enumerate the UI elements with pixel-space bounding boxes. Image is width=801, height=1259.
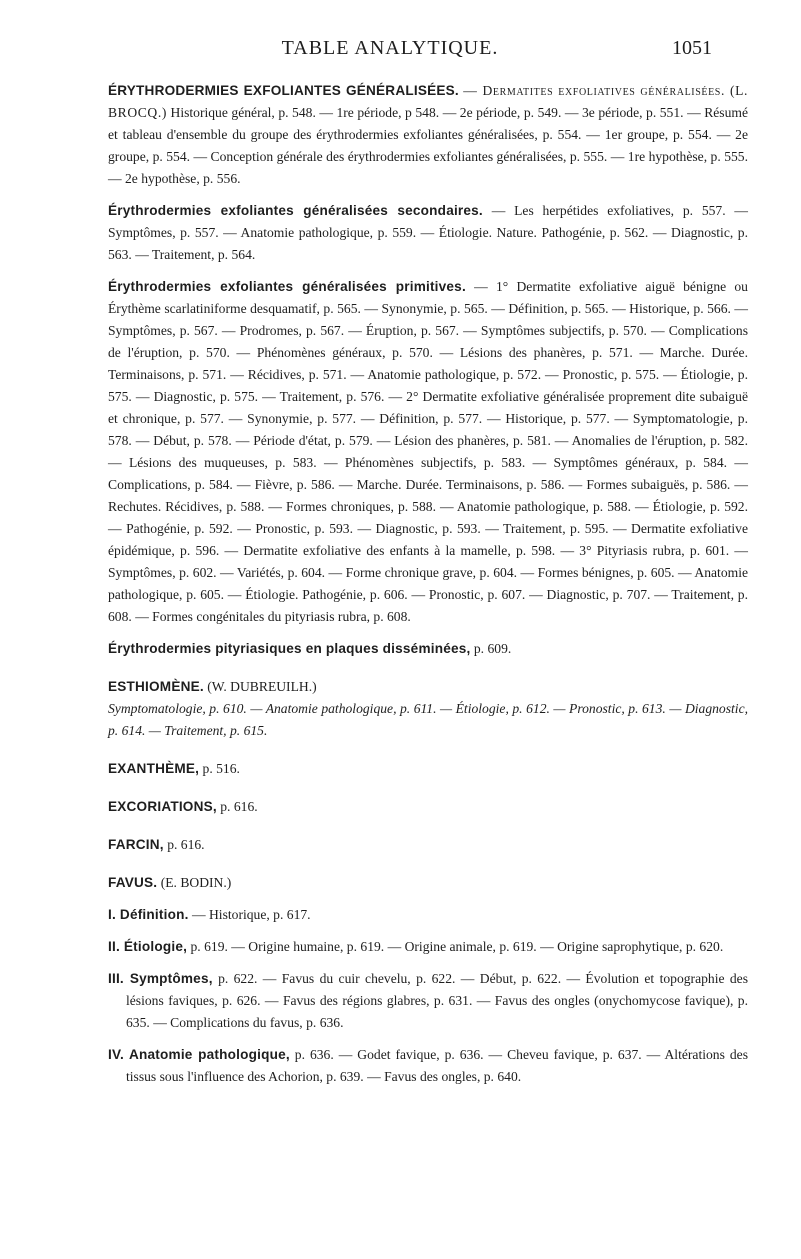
- subentry-heading: III. Symptômes,: [108, 971, 213, 986]
- entry-body: p. 616.: [220, 799, 258, 814]
- index-entry-favus: [108, 872, 748, 894]
- index-subentry-anatomie: [108, 1044, 748, 1088]
- entry-heading: FARCIN,: [108, 837, 164, 852]
- index-entry-pityriasiques: [108, 638, 748, 660]
- entry-heading: EXANTHÈME,: [108, 761, 200, 776]
- index-entry-esthiomene: [108, 676, 748, 742]
- subentry-body: — Historique, p. 617.: [192, 907, 311, 922]
- index-entry-excoriations: [108, 796, 748, 818]
- index-subentry-definition: [108, 904, 748, 926]
- entry-body: p. 516.: [202, 761, 240, 776]
- entry-body: p. 609.: [473, 641, 512, 656]
- entry-heading-tail: (E. BODIN.): [160, 875, 232, 890]
- index-column: [108, 80, 748, 1098]
- entry-body: — Les herpétides exfoliatives, p. 557. — Symptômes, p. 557. — Anatomie pathologique, p. 559. — Étiologie. Nature. Pathogénie, p. 562. — Diagnostic, p. 563. — Traitement, p. 564.: [108, 203, 748, 262]
- entry-body: Symptomatologie, p. 610. — Anatomie pathologique, p. 611. — Étiologie, p. 612. — Pronostic, p. 613. — Diagnostic, p. 614. — Traitement, p. 615.: [108, 701, 748, 738]
- entry-heading: ESTHIOMÈNE.: [108, 679, 204, 694]
- entry-body: — 1° Dermatite exfoliative aiguë bénigne ou Érythème scarlatiniforme desquamatif, p. 565. — Synonymie, p. 565. — Définition, p. 565. — Historique, p. 566. — Symptômes, p. 567. — Prodromes, p. 567. — Éruption, p. 567. — Symptômes subjectifs, p. 570. — Complications de l'éruption, p. 570. — Phénomènes généraux, p. 570. — Lésions des phanères, p. 571. — Marche. Durée. Terminaisons, p. 571. — Récidives, p. 571. — Anatomie pathologique, p. 572. — Pronostic, p. 575. — Étiologie, p. 575. — Diagnostic, p. 575. — Traitement, p. 576. — 2° Dermatite exfoliative généralisée proprement dite subaiguë et chronique, p. 577. — Synonymie, p. 577. — Définition, p. 577. — Historique, p. 577. — Symptomatologie, p. 578. — Début, p. 578. — Période d'état, p. 579. — Lésion des phanères, p. 581. — Anomalies de l'éruption, p. 582. — Lésions des muqueuses, p. 583. — Phénomènes subjectifs, p. 583. — Symptômes généraux, p. 584. — Complications, p. 584. — Fièvre, p. 586. — Marche. Durée. Terminaisons, p. 586. — Formes subaiguës, p. 586. — Rechutes. Récidives, p. 588. — Formes chroniques, p. 588. — Anatomie pathologique, p. 588. — Étiologie, p. 592. — Pathogénie, p. 592. — Pronostic, p. 593. — Diagnostic, p. 593. — Traitement, p. 595. — Dermatite exfoliative épidémique, p. 596. — Dermatite exfoliative des enfants à la mamelle, p. 598. — 3° Pityriasis rubra, p. 601. — Symptômes, p. 602. — Variétés, p. 604. — Forme chronique grave, p. 604. — Formes bénignes, p. 605. — Anatomie pathologique, p. 605. — Étiologie. Pathogénie, p. 606. — Pronostic, p. 607. — Diagnostic, p. 707. — Traitement, p. 608. — Formes congénitales du pityriasis rubra, p. 608.: [108, 279, 748, 624]
- entry-heading: FAVUS.: [108, 875, 158, 890]
- entry-heading: Érythrodermies pityriasiques en plaques disséminées,: [108, 641, 471, 656]
- subentry-heading: I. Définition.: [108, 907, 189, 922]
- index-entry-secondaires: [108, 200, 748, 266]
- entry-heading-tail: — Dermatites exfoliatives généralisées. (L. BROCQ.): [108, 83, 748, 120]
- entry-heading: Érythrodermies exfoliantes généralisées secondaires.: [108, 203, 483, 218]
- index-entry-erythrodermies: [108, 80, 748, 190]
- subentry-heading: IV. Anatomie pathologique,: [108, 1047, 290, 1062]
- entry-heading: Érythrodermies exfoliantes généralisées primitives.: [108, 279, 466, 294]
- entry-heading: EXCORIATIONS,: [108, 799, 217, 814]
- index-entry-exantheme: [108, 758, 748, 780]
- running-head: [0, 37, 801, 65]
- index-subentry-symptomes: [108, 968, 748, 1034]
- index-entry-farcin: [108, 834, 748, 856]
- entry-heading: ÉRYTHRODERMIES EXFOLIANTES GÉNÉRALISÉES.: [108, 83, 459, 98]
- entry-body: Historique général, p. 548. — 1re période, p 548. — 2e période, p. 549. — 3e période, p. 551. — Résumé et tableau d'ensemble du groupe des érythrodermies exfoliantes généralisées, p. 554. — 1er groupe, p. 554. — 2e groupe, p. 554. — Conception générale des érythrodermies exfoliantes généralisées, p. 555. — 1re hypothèse, p. 555. — 2e hypothèse, p. 556.: [108, 105, 748, 186]
- index-entry-primitives: [108, 276, 748, 628]
- entry-body: p. 616.: [167, 837, 205, 852]
- subentry-body: p. 636. — Godet favique, p. 636. — Cheveu favique, p. 637. — Altérations des tissus sous l'influence des Achorion, p. 639. — Favus des ongles, p. 640.: [126, 1047, 748, 1084]
- page-number: 1051: [672, 37, 712, 59]
- index-subentry-etiologie: [108, 936, 748, 958]
- running-title: TABLE ANALYTIQUE.: [281, 37, 499, 59]
- subentry-body: p. 622. — Favus du cuir chevelu, p. 622. — Début, p. 622. — Évolution et topographie des lésions faviques, p. 626. — Favus des régions glabres, p. 631. — Favus des ongles (onychomycose favique), p. 635. — Complications du favus, p. 636.: [126, 971, 748, 1030]
- subentry-body: p. 619. — Origine humaine, p. 619. — Origine animale, p. 619. — Origine saprophytique, p. 620.: [190, 939, 724, 954]
- entry-heading-tail: (W. DUBREUILH.): [207, 679, 317, 694]
- subentry-heading: II. Étiologie,: [108, 939, 188, 954]
